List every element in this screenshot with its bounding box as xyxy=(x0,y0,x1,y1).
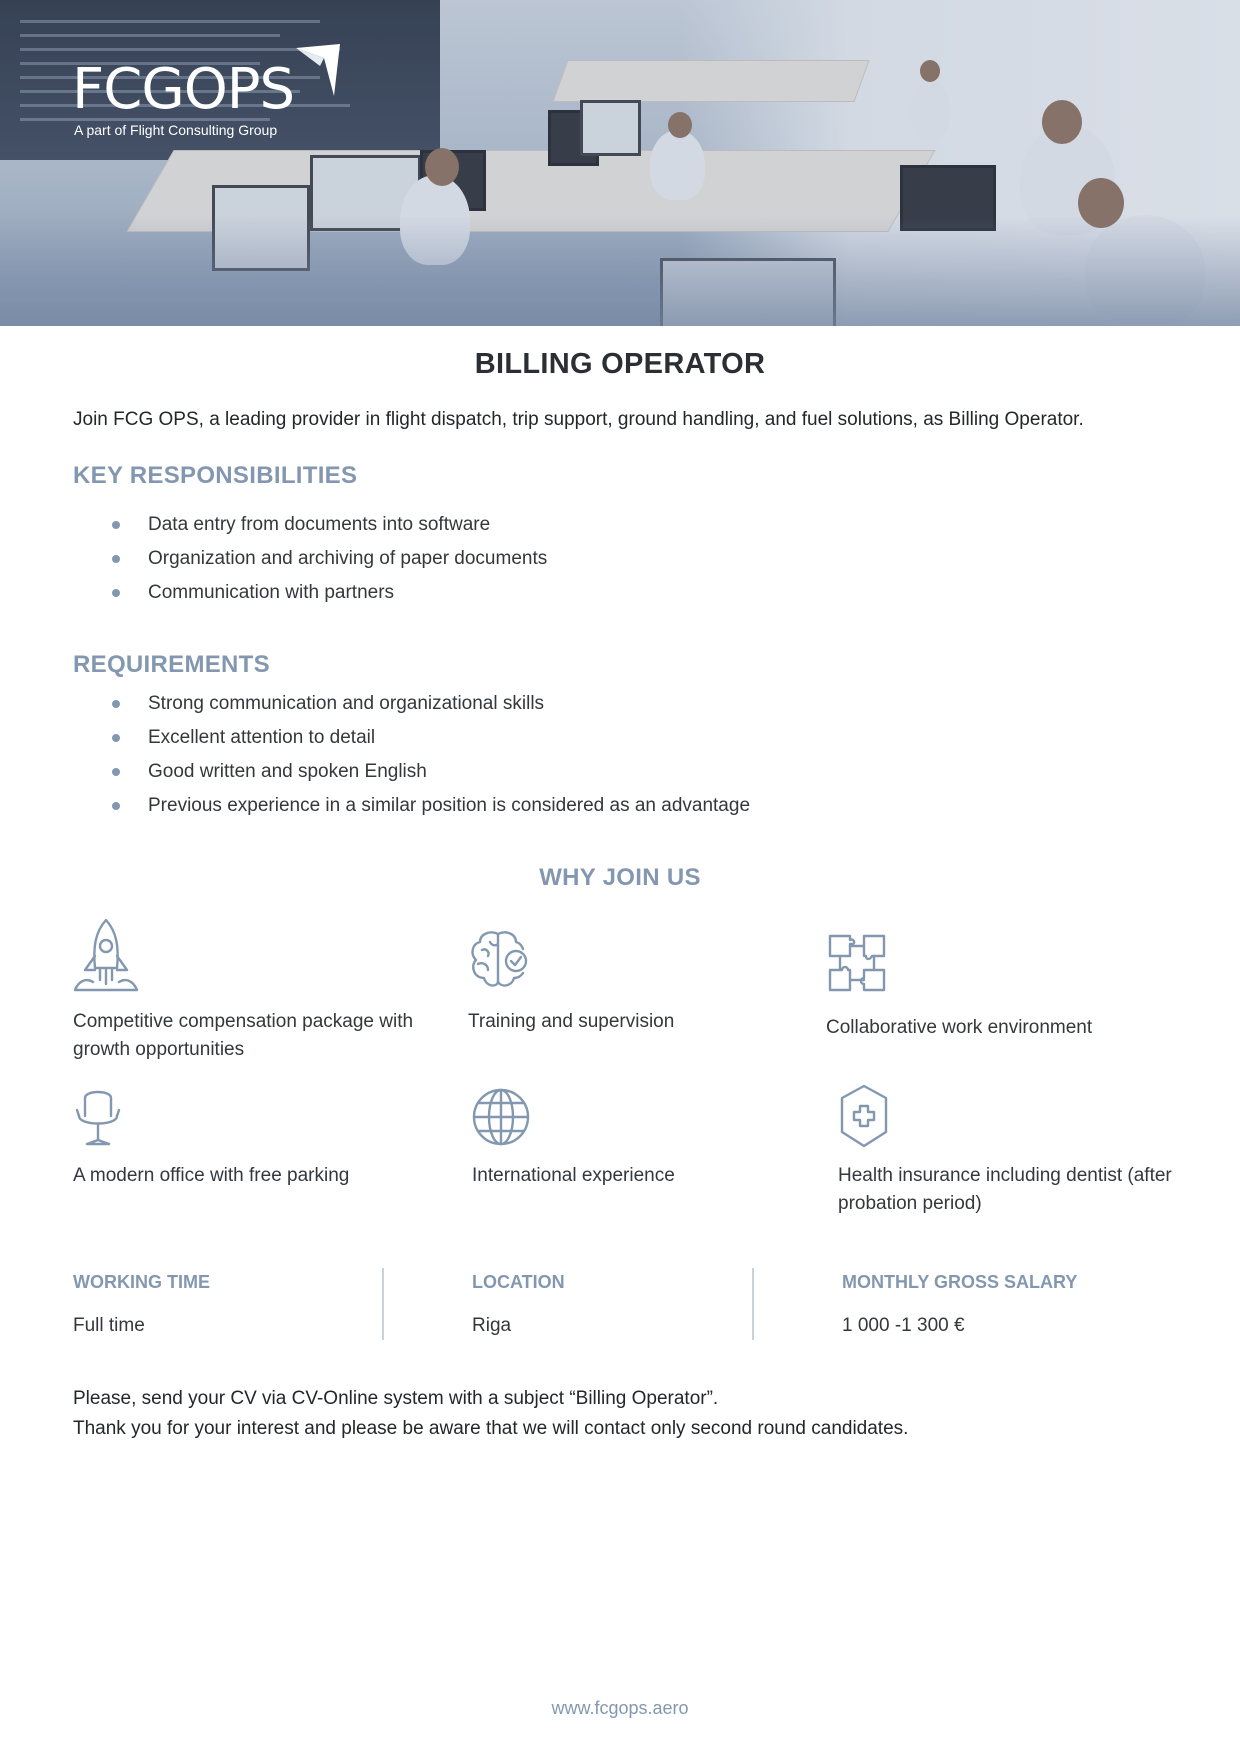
benefit-item: Competitive compensation package with growth opportunities xyxy=(73,918,453,1068)
location-label: LOCATION xyxy=(472,1272,565,1292)
health-shield-icon xyxy=(838,1084,894,1148)
brain-icon xyxy=(468,928,530,990)
bullet-icon xyxy=(112,521,120,529)
why-join-heading: WHY JOIN US xyxy=(539,864,701,891)
benefit-item: International experience xyxy=(472,1088,792,1188)
benefit-item: Training and supervision xyxy=(468,928,788,1048)
list-item: Previous experience in a similar position is considered as an advantage xyxy=(112,789,750,823)
divider xyxy=(382,1268,384,1340)
job-title: BILLING OPERATOR xyxy=(474,348,766,380)
salary-value: 1 000 -1 300 € xyxy=(842,1315,965,1336)
logo-tagline: A part of Flight Consulting Group xyxy=(74,122,278,138)
bullet-icon xyxy=(112,734,120,742)
working-time-value: Full time xyxy=(73,1315,145,1336)
company-logo xyxy=(72,44,342,144)
bullet-icon xyxy=(112,589,120,597)
responsibilities-heading: KEY RESPONSIBILITIES xyxy=(73,462,358,489)
list-item: Strong communication and organizational skills xyxy=(112,687,750,721)
bullet-icon xyxy=(112,555,120,563)
closing-line: Please, send your CV via CV-Online system with a subject “Billing Operator”. xyxy=(73,1388,719,1409)
bullet-icon xyxy=(112,768,120,776)
benefit-item: Collaborative work environment xyxy=(826,932,1166,1052)
globe-icon xyxy=(472,1088,532,1148)
bullet-icon xyxy=(112,802,120,810)
list-item: Data entry from documents into software xyxy=(112,508,547,542)
divider xyxy=(752,1268,754,1340)
list-item: Excellent attention to detail xyxy=(112,721,750,755)
benefit-item: Health insurance including dentist (after probation period) xyxy=(838,1084,1178,1214)
requirements-heading: REQUIREMENTS xyxy=(73,651,270,678)
closing-line: Thank you for your interest and please be aware that we will contact only second round candidates. xyxy=(73,1418,909,1439)
responsibilities-list xyxy=(112,508,547,610)
rocket-icon xyxy=(73,918,143,992)
hero-image xyxy=(0,0,1240,326)
logo-brand: FCGOPS xyxy=(72,57,295,122)
benefit-item: A modern office with free parking xyxy=(73,1088,453,1188)
location-value: Riga xyxy=(472,1315,512,1336)
footer-website-link[interactable]: www.fcgops.aero xyxy=(551,1698,689,1718)
list-item: Communication with partners xyxy=(112,576,547,610)
working-time-label: WORKING TIME xyxy=(73,1272,210,1292)
list-item: Good written and spoken English xyxy=(112,755,750,789)
bullet-icon xyxy=(112,700,120,708)
salary-label: MONTHLY GROSS SALARY xyxy=(842,1272,1078,1292)
office-chair-icon xyxy=(73,1088,123,1148)
logo-plane-icon xyxy=(294,44,342,100)
puzzle-hands-icon xyxy=(826,932,892,994)
list-item: Organization and archiving of paper documents xyxy=(112,542,547,576)
intro-text: Join FCG OPS, a leading provider in flight dispatch, trip support, ground handling, and fuel solutions, as Billing Operator. xyxy=(73,409,1084,430)
requirements-list xyxy=(112,687,750,823)
